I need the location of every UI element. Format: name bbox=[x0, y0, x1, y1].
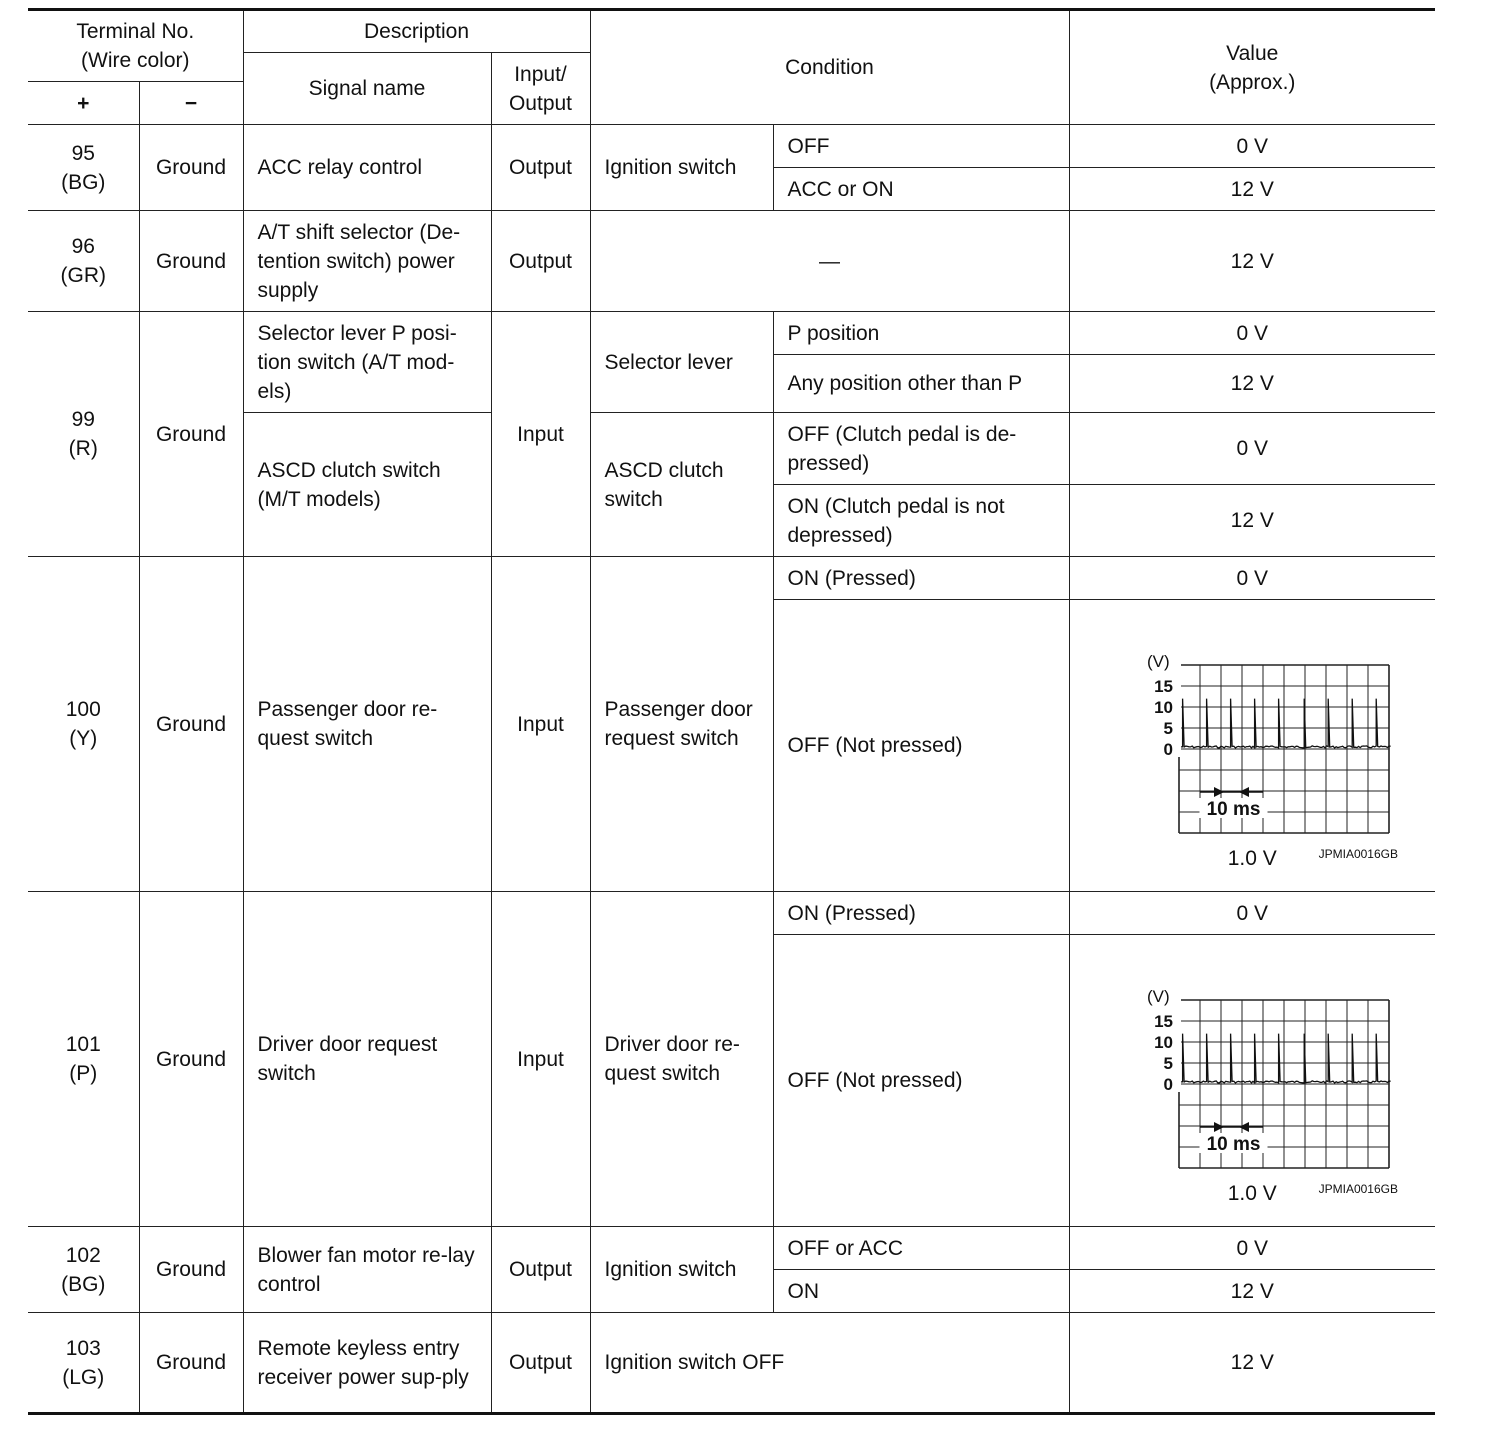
wire-color: (LG) bbox=[62, 1365, 105, 1389]
tick-label: 5 bbox=[1163, 718, 1174, 738]
terminal-no-header bbox=[28, 10, 243, 82]
io-cell: Output bbox=[491, 1227, 590, 1313]
io-cell: Input bbox=[491, 312, 590, 557]
tick-label: 15 bbox=[1154, 1011, 1174, 1031]
terminal-number: 100 bbox=[65, 698, 101, 721]
terminal-number: 101 bbox=[65, 1033, 101, 1056]
io-cell: Input bbox=[491, 892, 590, 1227]
value-header bbox=[1069, 10, 1435, 125]
wire-color: (P) bbox=[69, 1062, 98, 1085]
table-row bbox=[28, 557, 1435, 600]
terminal-number: 96 bbox=[71, 235, 95, 258]
value-cell: 0 V bbox=[1069, 557, 1435, 600]
arrow-left-icon bbox=[1239, 787, 1249, 797]
tick-label: 10 bbox=[1154, 697, 1174, 717]
value-cell: 12 V bbox=[1069, 485, 1435, 557]
table-row bbox=[28, 312, 1435, 355]
time-label: 10 ms bbox=[1206, 798, 1261, 820]
ground-cell: Ground bbox=[139, 1313, 243, 1414]
value-cell: 12 V bbox=[1069, 211, 1435, 312]
wire-color: (GR) bbox=[60, 264, 106, 287]
tick-label: 0 bbox=[1163, 1074, 1174, 1094]
value-cell: 0 V bbox=[1069, 413, 1435, 485]
approx-label: (Approx.) bbox=[1209, 70, 1296, 94]
terminal-cell bbox=[28, 211, 139, 312]
signal-name: Passenger door re-quest switch bbox=[243, 557, 491, 892]
waveform-value-cell bbox=[1069, 600, 1435, 892]
sub-condition: ACC or ON bbox=[773, 168, 1069, 211]
figure-id: JPMIA0016GB bbox=[1318, 1181, 1399, 1196]
wire-color: (BG) bbox=[61, 170, 106, 194]
terminal-cell bbox=[28, 892, 139, 1227]
value-cell: 1.0 V bbox=[1227, 1181, 1277, 1205]
terminal-cell bbox=[28, 1313, 139, 1414]
waveform-trace bbox=[1181, 698, 1391, 747]
minus-header: − bbox=[139, 82, 243, 125]
wire-color-label: (Wire color) bbox=[81, 49, 190, 72]
signal-name: Driver door request switch bbox=[243, 892, 491, 1227]
terminal-cell bbox=[28, 125, 139, 211]
table-row bbox=[28, 211, 1435, 312]
sub-condition: ON (Clutch pedal is not depressed) bbox=[773, 485, 1069, 557]
ground-cell: Ground bbox=[139, 557, 243, 892]
wire-color: (Y) bbox=[69, 727, 98, 750]
ground-cell: Ground bbox=[139, 1227, 243, 1313]
condition-cell: Selector lever bbox=[590, 312, 773, 413]
terminal-number: 95 bbox=[71, 141, 95, 165]
unit-label: (V) bbox=[1147, 986, 1170, 1006]
signal-name: ASCD clutch switch (M/T models) bbox=[243, 413, 491, 557]
arrow-right-icon bbox=[1214, 787, 1224, 797]
io-label-2: Output bbox=[508, 91, 573, 115]
condition-cell: Ignition switch OFF bbox=[590, 1313, 1069, 1414]
waveform-trace bbox=[1181, 1033, 1391, 1082]
condition-header: Condition bbox=[590, 10, 1069, 125]
value-cell: 0 V bbox=[1069, 125, 1435, 168]
signal-name: Remote keyless entry receiver power sup-ply bbox=[243, 1313, 491, 1414]
condition-cell: Driver door re-quest switch bbox=[590, 892, 773, 1227]
waveform-value-cell bbox=[1069, 935, 1435, 1227]
arrow-left-icon bbox=[1239, 1122, 1249, 1132]
sub-condition: OFF (Not pressed) bbox=[773, 600, 1069, 892]
terminal-cell bbox=[28, 312, 139, 557]
terminal-cell bbox=[28, 557, 139, 892]
sub-condition: OFF or ACC bbox=[773, 1227, 1069, 1270]
sub-condition: P position bbox=[773, 312, 1069, 355]
signal-name: A/T shift selector (De-tention switch) power supply bbox=[243, 211, 491, 312]
wire-color: (BG) bbox=[61, 1272, 106, 1296]
value-cell: 0 V bbox=[1069, 1227, 1435, 1270]
tick-label: 15 bbox=[1154, 676, 1174, 696]
terminal-cell bbox=[28, 1227, 139, 1313]
value-cell: 1.0 V bbox=[1227, 846, 1277, 870]
terminal-no-label: Terminal No. bbox=[76, 20, 195, 43]
io-cell: Output bbox=[491, 211, 590, 312]
terminal-number: 103 bbox=[65, 1336, 101, 1360]
wire-color: (R) bbox=[68, 437, 98, 460]
ground-cell: Ground bbox=[139, 211, 243, 312]
condition-cell: — bbox=[590, 211, 1069, 312]
sub-condition: OFF (Not pressed) bbox=[773, 935, 1069, 1227]
signal-name: Blower fan motor re-lay control bbox=[243, 1227, 491, 1313]
figure-id: JPMIA0016GB bbox=[1318, 846, 1399, 861]
table-row bbox=[28, 1313, 1435, 1414]
value-cell: 12 V bbox=[1069, 168, 1435, 211]
value-cell: 12 V bbox=[1069, 1270, 1435, 1313]
sub-condition: OFF bbox=[773, 125, 1069, 168]
condition-cell: Passenger door request switch bbox=[590, 557, 773, 892]
sub-condition: ON (Pressed) bbox=[773, 892, 1069, 935]
value-label: Value bbox=[1226, 41, 1279, 65]
io-label-1: Input/ bbox=[514, 62, 567, 86]
value-cell: 0 V bbox=[1069, 312, 1435, 355]
ground-cell: Ground bbox=[139, 892, 243, 1227]
terminal-table bbox=[28, 8, 1435, 1415]
plus-header: + bbox=[28, 82, 139, 125]
signal-name-header: Signal name bbox=[243, 53, 491, 125]
sub-condition: ON (Pressed) bbox=[773, 557, 1069, 600]
ground-cell: Ground bbox=[139, 312, 243, 557]
sub-condition: ON bbox=[773, 1270, 1069, 1313]
ground-cell: Ground bbox=[139, 125, 243, 211]
condition-cell: Ignition switch bbox=[590, 1227, 773, 1313]
tick-label: 10 bbox=[1154, 1032, 1174, 1052]
io-cell: Output bbox=[491, 1313, 590, 1414]
io-cell: Output bbox=[491, 125, 590, 211]
sub-condition: OFF (Clutch pedal is de-pressed) bbox=[773, 413, 1069, 485]
table-row bbox=[28, 1227, 1435, 1270]
signal-name: ACC relay control bbox=[243, 125, 491, 211]
description-header: Description bbox=[243, 10, 590, 53]
value-cell: 0 V bbox=[1069, 892, 1435, 935]
header-row-1 bbox=[28, 10, 1435, 53]
table-row bbox=[28, 125, 1435, 168]
condition-cell: Ignition switch bbox=[590, 125, 773, 211]
terminal-number: 99 bbox=[71, 408, 95, 431]
value-cell: 12 V bbox=[1069, 1313, 1435, 1414]
tick-label: 5 bbox=[1163, 1053, 1174, 1073]
io-header bbox=[491, 53, 590, 125]
sub-condition: Any position other than P bbox=[773, 355, 1069, 413]
arrow-right-icon bbox=[1214, 1122, 1224, 1132]
value-cell: 12 V bbox=[1069, 355, 1435, 413]
terminal-number: 102 bbox=[65, 1243, 101, 1267]
table-row bbox=[28, 892, 1435, 935]
time-label: 10 ms bbox=[1206, 1133, 1261, 1155]
condition-cell: ASCD clutch switch bbox=[590, 413, 773, 557]
signal-name: Selector lever P posi-tion switch (A/T mod-els) bbox=[243, 312, 491, 413]
io-cell: Input bbox=[491, 557, 590, 892]
tick-label: 0 bbox=[1163, 739, 1174, 759]
unit-label: (V) bbox=[1147, 651, 1170, 671]
